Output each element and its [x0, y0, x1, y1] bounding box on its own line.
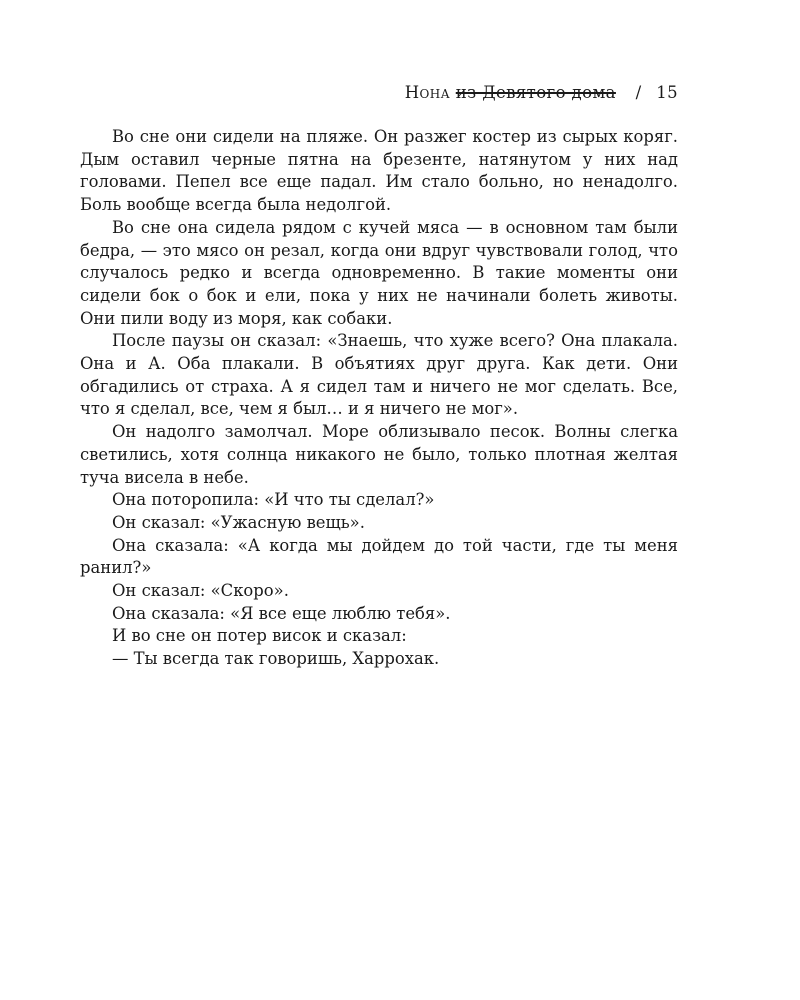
header-separator: /: [635, 83, 642, 102]
page-number: 15: [656, 83, 678, 102]
paragraph: Она сказала: «Я все еще люблю тебя».: [112, 603, 451, 623]
header-author: Нона: [404, 83, 451, 102]
paragraph: Он надолго замолчал. Море облизывало песок. Волны слегка светились, хотя солнца никакого не было, только плотная желтая туча висела в небе.: [80, 422, 678, 487]
paragraph: Во сне она сидела рядом с кучей мяса — в основном там были бедра, — это мясо он резал, когда они вдруг чувствовали голод, что случалось редко и всегда одновременно. В такие моменты они сидели бок о бок и ели, пока у них не начинали болеть животы. Они пили воду из моря, как собаки.: [80, 217, 678, 328]
paragraph: Во сне они сидели на пляже. Он разжег костер из сырых коряг. Дым оставил черные пятна на брезенте, натянутом у них над головами. Пепел все еще падал. Им стало больно, но ненадолго. Боль вообще всегда была недолгой.: [80, 127, 678, 215]
paragraph: Она поторопила: «И что ты сделал?»: [112, 490, 435, 510]
paragraph: Она сказала: «А когда мы дойдем до той части, где ты меня ранил?»: [80, 535, 678, 578]
paragraph: После паузы он сказал: «Знаешь, что хуже всего? Она плакала. Она и А. Оба плакали. В объятиях друг друга. Как дети. Они обгадились от страха. А я сидел там и ничего не мог сделать. Все, что я сделал, все, чем я был… и я ничего не мог».: [80, 331, 678, 419]
page-body-text: [80, 126, 678, 671]
running-header: [405, 83, 678, 102]
header-book-title: из Девятого дома: [455, 83, 616, 102]
paragraph: — Ты всегда так говоришь, Харрохак.: [112, 649, 440, 669]
paragraph: Он сказал: «Ужасную вещь».: [112, 512, 365, 532]
paragraph: И во сне он потер висок и сказал:: [112, 626, 407, 646]
paragraph: Он сказал: «Скоро».: [112, 581, 289, 601]
